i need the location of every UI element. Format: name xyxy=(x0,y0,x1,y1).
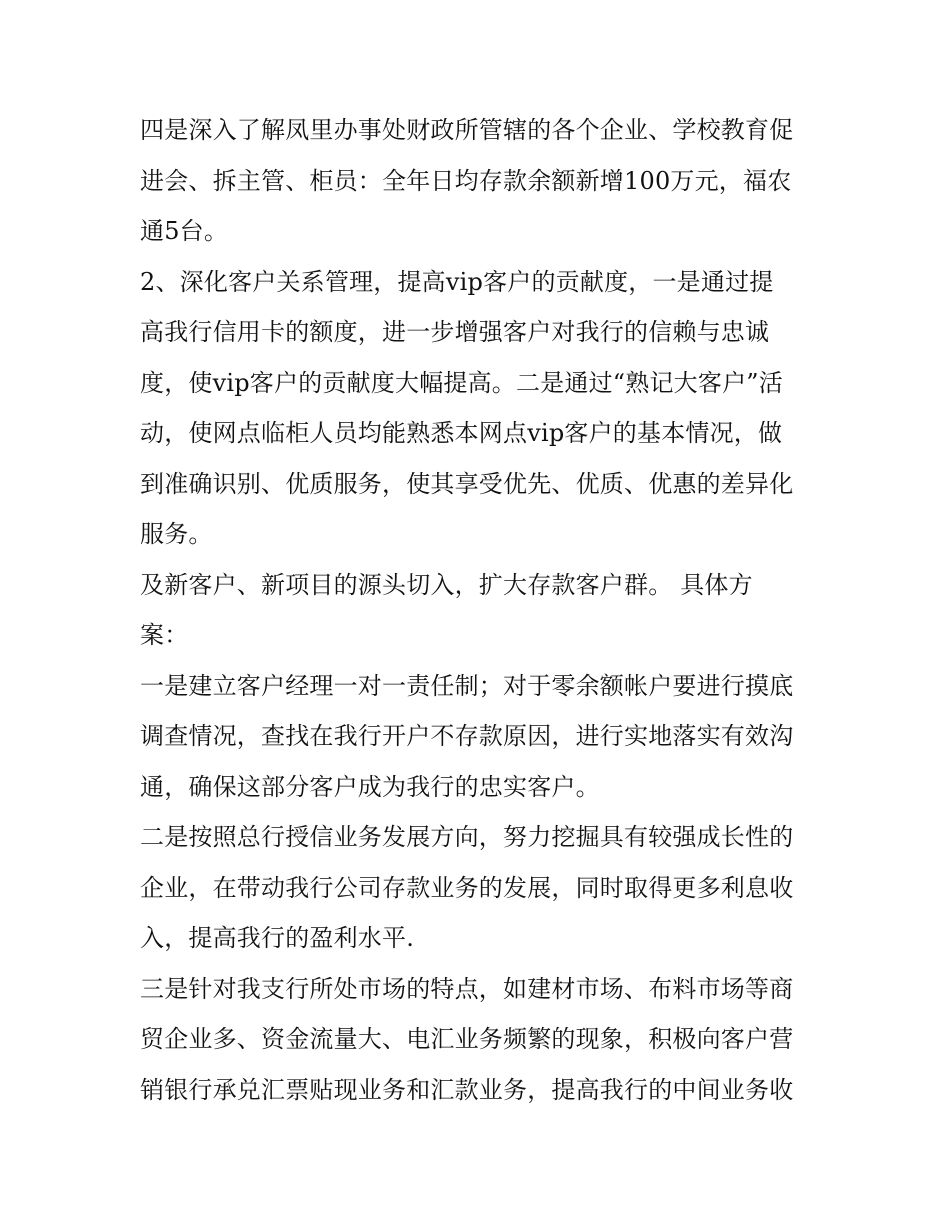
text-line: 通5台。 xyxy=(140,217,229,245)
text-line: 服务。 xyxy=(140,520,213,548)
text-line: 通，确保这部分客户成为我行的忠实客户。 xyxy=(140,772,600,801)
text-line: 二是按照总行授信业务发展方向，努力挖掘具有较强成长性的 xyxy=(140,823,794,851)
text-line: 高我行信用卡的额度，进一步增强客户对我行的信赖与忠诚 xyxy=(140,318,770,346)
text-line: 企业，在带动我行公司存款业务的发展，同时取得更多利息收 xyxy=(140,873,794,902)
text-line: 及新客户、新项目的源头切入，扩大存款客户群。 具体方 xyxy=(140,570,753,599)
text-line: 2、深化客户关系管理，提高vip客户的贡献度，一是通过提 xyxy=(140,267,774,296)
text-line: 贸企业多、资金流量大、电汇业务频繁的现象，积极向客户营 xyxy=(140,1025,794,1053)
text-line: 动，使网点临柜人员均能熟悉本网点vip客户的基本情况，做 xyxy=(140,419,783,447)
document-body xyxy=(140,105,820,1115)
text-line: 度，使vip客户的贡献度大幅提高。二是通过“熟记大客户”活 xyxy=(140,368,783,397)
text-line: 销银行承兑汇票贴现业务和汇款业务，提高我行的中间业务收 xyxy=(140,1075,794,1104)
text-line: 调查情况，查找在我行开户不存款原因，进行实地落实有效沟 xyxy=(140,722,794,750)
text-line: 到准确识别、优质服务，使其享受优先、优质、优惠的差异化 xyxy=(140,469,794,498)
text-line: 四是深入了解凤里办事处财政所管辖的各个企业、学校教育促 xyxy=(140,116,794,144)
text-line: 进会、拆主管、柜员：全年日均存款余额新增100万元，福农 xyxy=(140,166,792,195)
text-line: 一是建立客户经理一对一责任制；对于零余额帐户要进行摸底 xyxy=(140,671,794,700)
text-line: 案： xyxy=(140,621,189,649)
text-line: 三是针对我支行所处市场的特点，如建材市场、布料市场等商 xyxy=(140,974,794,1003)
text-line: 入，提高我行的盈利水平. xyxy=(140,924,415,952)
